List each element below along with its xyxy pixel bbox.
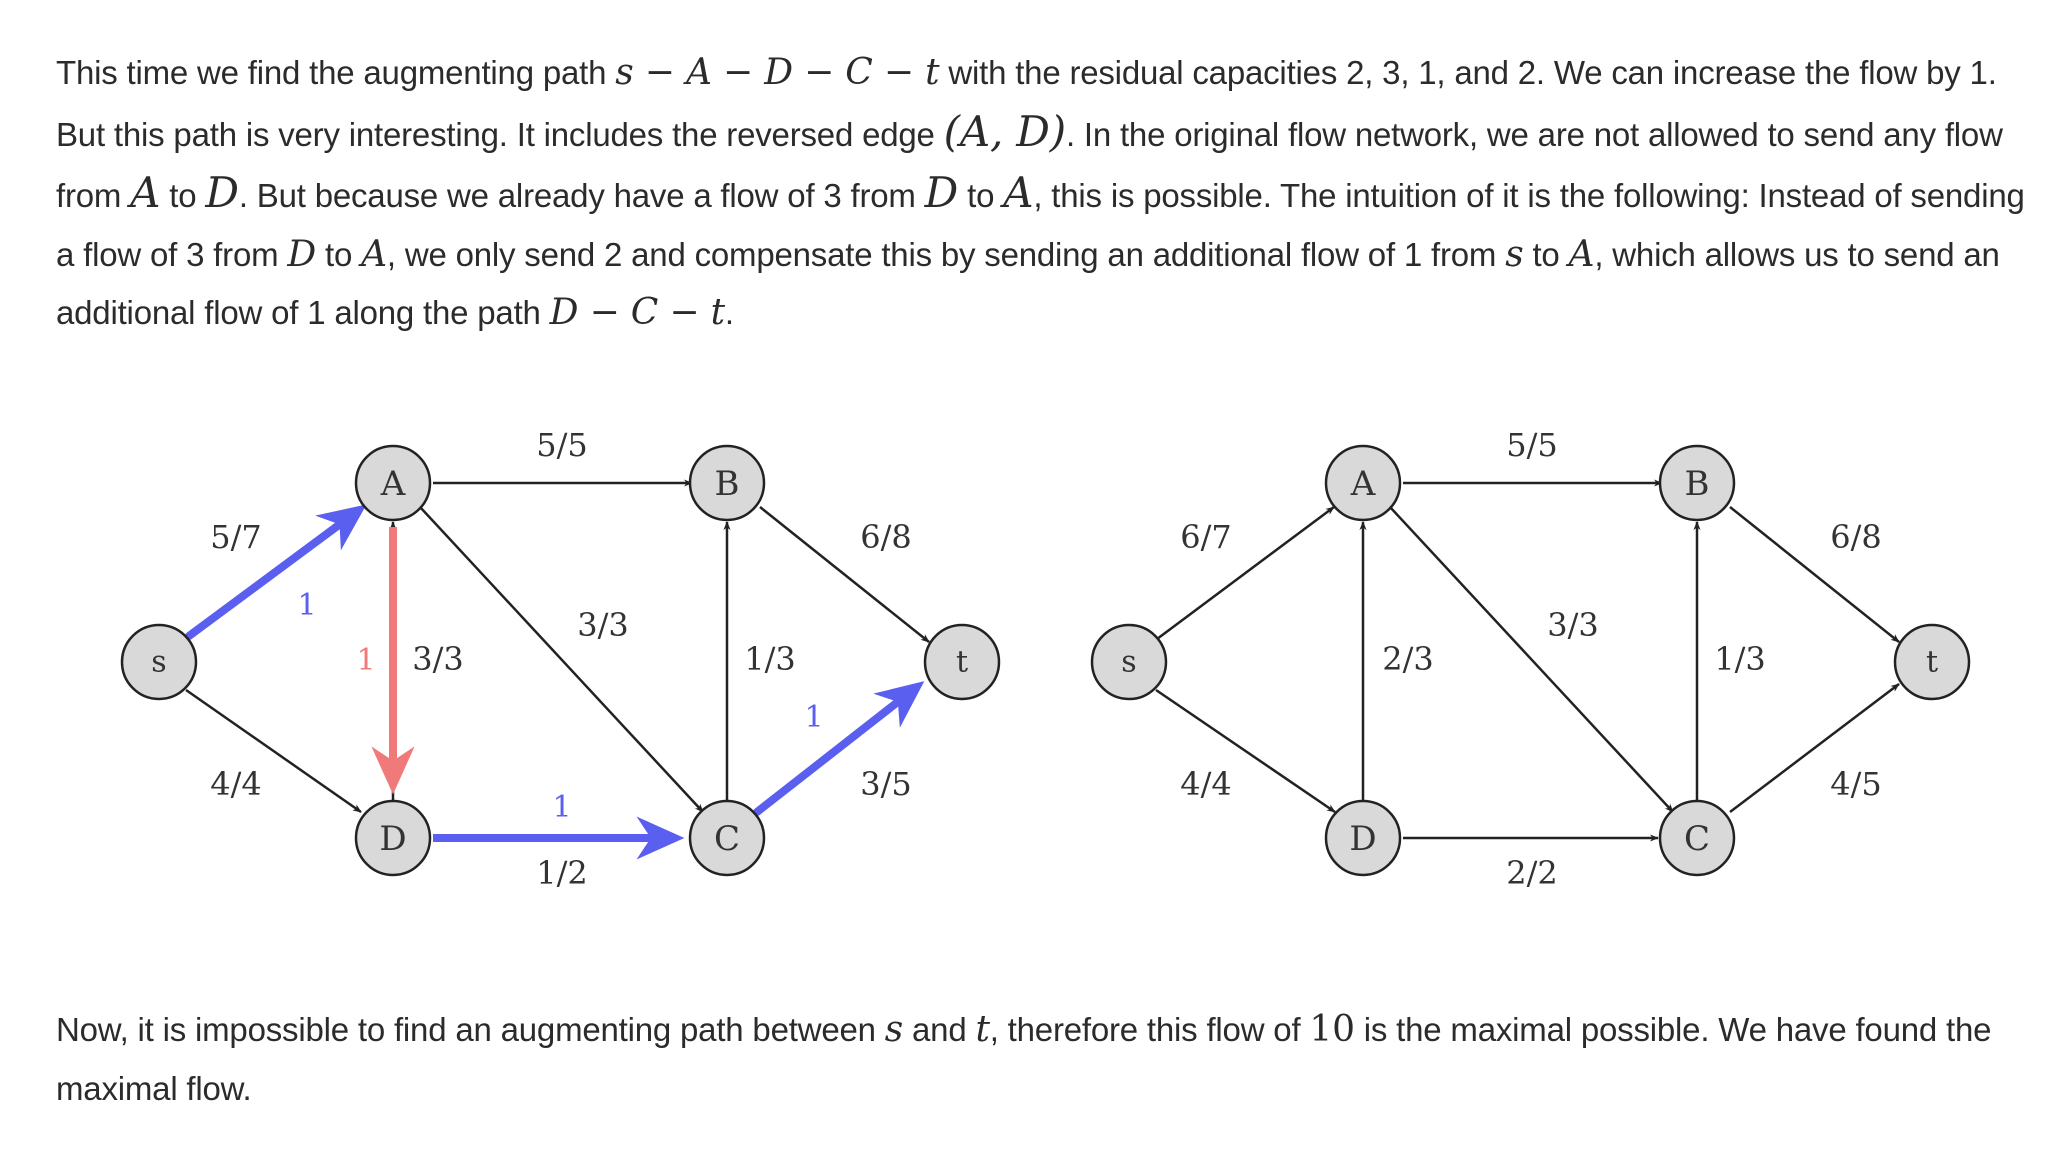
augment-label-D-C: 1 <box>552 790 572 825</box>
edge-label-D-A: 3/3 <box>412 640 464 678</box>
node-C-label: C <box>1683 819 1711 859</box>
math-var: s <box>1505 233 1524 275</box>
edge-label-s-A: 5/7 <box>210 518 262 556</box>
node-A-label: A <box>380 464 406 504</box>
math-var: t <box>975 1009 990 1050</box>
text-run: is the maximal possible. We have found the maximal flow. <box>56 1011 1992 1107</box>
math-path: s − A − D − C − t <box>615 52 940 93</box>
node-B-label: B <box>1684 464 1710 504</box>
edge-label-C-B: 1/3 <box>744 640 796 678</box>
augment-label-s-A: 1 <box>297 588 317 623</box>
text-run: , which allows us to send an additional flow of 1 along the path <box>56 235 2000 331</box>
text-run: to <box>160 177 206 214</box>
edge-label-C-t: 4/5 <box>1830 765 1882 803</box>
math-var: A <box>130 168 161 217</box>
node-t-label: t <box>1925 644 1939 680</box>
edge-label-A-C: 3/3 <box>577 606 629 644</box>
text-run: to <box>316 235 362 273</box>
augment-label-A-D: 1 <box>356 643 376 678</box>
text-run: to <box>958 177 1004 214</box>
text-run: This time we find the augmenting path <box>56 54 616 91</box>
conclusion-paragraph <box>56 1001 2046 1118</box>
math-edge: (A, D) <box>943 106 1066 156</box>
edge-label-s-A: 6/7 <box>1180 518 1232 556</box>
node-D-label: D <box>379 819 407 859</box>
left-flow-network <box>122 426 999 892</box>
node-A-label: A <box>1350 464 1376 504</box>
text-run: . But because we already have a flow of 3 from <box>238 177 925 214</box>
text-run: , therefore this flow of <box>989 1011 1310 1048</box>
edge-label-B-t: 6/8 <box>860 518 912 556</box>
edge-label-D-A: 2/3 <box>1382 640 1434 678</box>
math-number: 10 <box>1309 1009 1355 1050</box>
edge-label-D-C: 2/2 <box>1506 854 1558 892</box>
math-var: D <box>924 168 959 217</box>
text-run: . <box>724 294 734 331</box>
math-var: A <box>361 233 387 275</box>
math-var: A <box>1003 168 1034 217</box>
text-run: to <box>1523 235 1569 273</box>
math-var: D <box>287 233 317 275</box>
edge-label-C-B: 1/3 <box>1714 640 1766 678</box>
edge-label-s-D: 4/4 <box>210 765 262 803</box>
edge-label-A-B: 5/5 <box>1506 426 1558 464</box>
right-flow-network <box>1092 426 1969 892</box>
edge-label-A-B: 5/5 <box>536 426 588 464</box>
augment-label-C-t: 1 <box>804 700 824 735</box>
math-var: s <box>884 1009 904 1050</box>
math-var: D <box>205 168 239 217</box>
edge-label-s-D: 4/4 <box>1180 765 1232 803</box>
node-D-label: D <box>1349 819 1377 859</box>
edge-label-A-C: 3/3 <box>1547 606 1599 644</box>
node-t-label: t <box>955 644 969 680</box>
node-s-label: s <box>1121 644 1137 680</box>
text-run: Now, it is impossible to find an augmenting path between <box>56 1011 885 1048</box>
math-var: A <box>1568 233 1595 275</box>
text-run: and <box>903 1011 976 1048</box>
text-run: . In the original flow network, we are not allowed to send any flow from <box>56 115 2003 214</box>
text-run: , we only send 2 and compensate this by sending an additional flow of 1 from <box>386 235 1506 273</box>
edge-label-B-t: 6/8 <box>1830 518 1882 556</box>
edge-label-D-C: 1/2 <box>536 854 588 892</box>
math-path: D − C − t <box>549 292 725 333</box>
node-C-label: C <box>713 819 741 859</box>
text-run: with the residual capacities 2, 3, 1, and 2. We can increase the flow by 1. But this path is very interesting. It includes the reversed edge <box>56 54 1997 153</box>
node-B-label: B <box>714 464 740 504</box>
node-s-label: s <box>151 644 167 680</box>
edge-label-C-t: 3/5 <box>860 765 912 803</box>
text-run: , this is possible. The intuition of it is the following: Instead of sending a flow of 3 from <box>56 177 2025 273</box>
